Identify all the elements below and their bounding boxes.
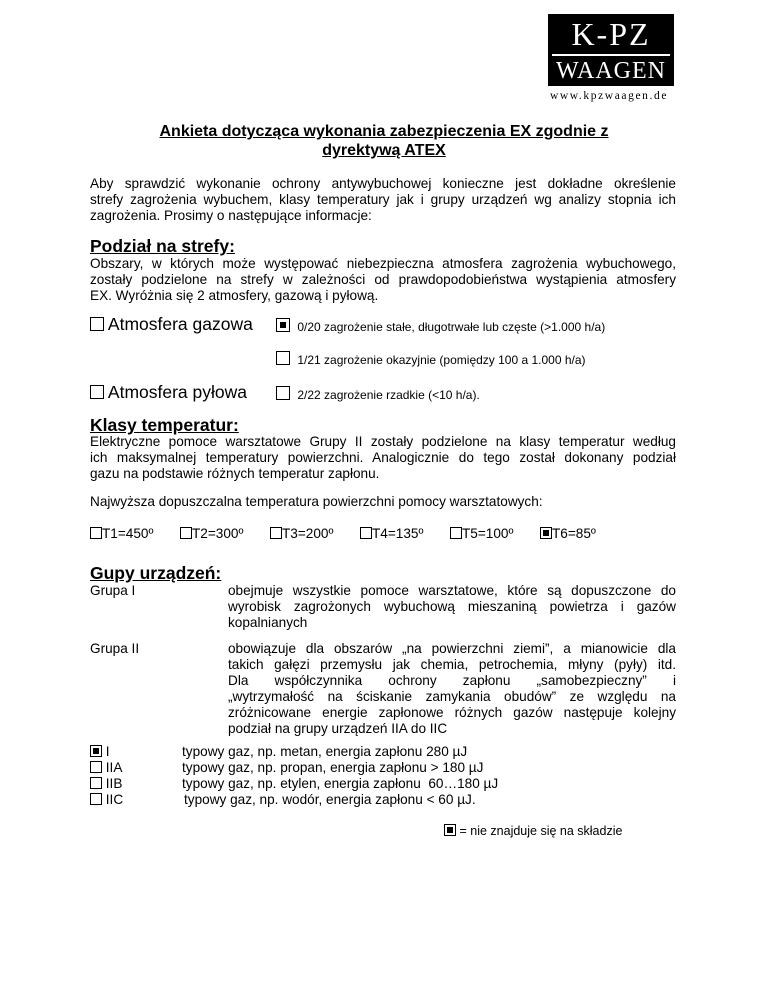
- group-2-line: takich gałęzi przemysłu jak chemia, petrochemia, młyny (pyły) itd.: [228, 657, 676, 672]
- t6-checkbox[interactable]: [540, 527, 552, 539]
- atmosphere-gas-checkbox[interactable]: [90, 317, 104, 331]
- temp-class-t1[interactable]: [90, 526, 153, 542]
- group-2-line: „wytrzymałość na ściskanie zamykania obudów” ze względu na: [228, 689, 676, 704]
- subgroup-iia-checkbox[interactable]: [90, 761, 102, 773]
- logo-website: www.kpzwaagen.de: [549, 90, 669, 102]
- subgroup-iib-description: typowy gaz, np. etylen, energia zapłonu 60…180 µJ: [182, 776, 499, 791]
- subgroup-iib-code: IIB: [105, 776, 123, 791]
- temperature-heading: Klasy temperatur:: [90, 415, 239, 435]
- subgroup-i-code: I: [105, 744, 110, 759]
- subgroup-iic-code: IIC: [105, 792, 124, 807]
- temperature-text-line: Elektryczne pomoce warsztatowe Grupy II zostały podzielone na klasy temperatur według: [90, 434, 676, 449]
- company-logo: [548, 14, 674, 86]
- atmosphere-gas-option[interactable]: [90, 314, 253, 334]
- group-2-name: Grupa II: [90, 641, 140, 656]
- zone-1-21-option[interactable]: [276, 351, 586, 367]
- t1-checkbox[interactable]: [90, 527, 102, 539]
- zone-2-22-option[interactable]: [276, 386, 480, 402]
- intro-line: strefy zagrożenia wybuchem, klasy temperatury jak i grupy urządzeń wg analizy stopnia ich: [90, 192, 676, 207]
- zones-text-line: zostały podzielone na strefy w zależności od prawdopodobieństwa wystąpienia atmosfery: [90, 272, 676, 287]
- t5-label: T5=100º: [462, 526, 514, 541]
- group-1-line: obejmuje wszystkie pomoce warsztatowe, które są dopuszczone do: [228, 583, 676, 598]
- group-2-line: podział na grupy urządzeń IIA do IIC: [228, 721, 448, 736]
- groups-heading: Gupy urządzeń:: [90, 563, 222, 583]
- group-1-line: kopalnianych: [228, 615, 308, 630]
- temp-class-t5[interactable]: [450, 526, 513, 542]
- t3-label: T3=200º: [282, 526, 334, 541]
- subgroup-i-checkbox[interactable]: [90, 745, 102, 757]
- max-temperature-label: Najwyższa dopuszczalna temperatura powierzchni pomocy warsztatowych:: [90, 494, 543, 509]
- zone-0-20-option[interactable]: [276, 318, 605, 334]
- subgroup-iia-option[interactable]: [90, 760, 122, 776]
- subgroup-i-option[interactable]: [90, 744, 110, 760]
- title-line-1: Ankieta dotycząca wykonania zabezpieczenia EX zgodnie z: [159, 123, 609, 140]
- zone-1-21-checkbox[interactable]: [276, 351, 290, 365]
- temperature-text-line: ich maksymalnej temperatury powierzchni. Analogicznie do tego został dokonany podział: [90, 450, 676, 465]
- checkbox-legend: [444, 823, 622, 839]
- subgroup-iia-description: typowy gaz, np. propan, energia zapłonu > 180 µJ: [182, 760, 484, 775]
- atmosphere-dust-option[interactable]: [90, 382, 247, 402]
- zone-2-22-label: 2/22 zagrożenie rzadkie (<10 h/a).: [297, 388, 480, 402]
- t2-label: T2=300º: [192, 526, 244, 541]
- zone-2-22-checkbox[interactable]: [276, 386, 290, 400]
- zones-text-line: EX. Wyróżnia się 2 atmosfery, gazową i pyłową.: [90, 288, 379, 303]
- legend-text: = nie znajduje się na składzie: [459, 824, 623, 838]
- intro-line: Aby sprawdzić wykonanie ochrony antywybuchowej konieczne jest dokładne określenie: [90, 176, 676, 191]
- t4-checkbox[interactable]: [360, 527, 372, 539]
- group-1-description: [228, 583, 676, 631]
- subgroup-i-description: typowy gaz, np. metan, energia zapłonu 280 µJ: [182, 744, 468, 759]
- group-2-line: Dla współczynnika ochrony zapłonu „samobezpieczny” i: [228, 673, 676, 688]
- intro-line: zagrożenia. Prosimy o następujące informacje:: [90, 208, 372, 223]
- temp-class-t6[interactable]: [540, 526, 596, 542]
- atmosphere-dust-checkbox[interactable]: [90, 385, 104, 399]
- temp-class-t2[interactable]: [180, 526, 243, 542]
- temp-class-t4[interactable]: [360, 526, 423, 542]
- group-2-description: [228, 641, 676, 737]
- logo-text-top: K-PZ: [571, 16, 651, 52]
- title-line-2: dyrektywą ATEX: [322, 142, 446, 159]
- t5-checkbox[interactable]: [450, 527, 462, 539]
- intro-paragraph: [90, 176, 676, 224]
- group-2-line: zróżnicowane energie zapłonowe różnych gazów następuje kolejny: [228, 705, 676, 720]
- group-1-name: Grupa I: [90, 583, 136, 598]
- subgroup-iib-checkbox[interactable]: [90, 777, 102, 789]
- zones-text-line: Obszary, w których może występować niebezpieczna atmosfera zagrożenia wybuchowego,: [90, 256, 676, 271]
- temperature-text-line: gazu na podstawie różnych temperatur zapłonu.: [90, 466, 380, 481]
- subgroup-iic-checkbox[interactable]: [90, 793, 102, 805]
- zone-1-21-label: 1/21 zagrożenie okazyjnie (pomiędzy 100 a 1.000 h/a): [297, 353, 586, 367]
- subgroup-iic-description: typowy gaz, np. wodór, energia zapłonu < 60 µJ.: [184, 792, 476, 807]
- t6-label: T6=85º: [552, 526, 596, 541]
- atmosphere-gas-label: Atmosfera gazowa: [107, 314, 253, 334]
- subgroup-iib-option[interactable]: [90, 776, 122, 792]
- legend-checkbox-icon: [444, 824, 456, 836]
- logo-text-bottom: WAAGEN: [556, 58, 666, 84]
- temp-class-t3[interactable]: [270, 526, 333, 542]
- temperature-paragraph: [90, 434, 676, 482]
- subgroup-iia-code: IIA: [105, 760, 123, 775]
- logo-divider: [552, 54, 670, 56]
- t3-checkbox[interactable]: [270, 527, 282, 539]
- zone-0-20-checkbox[interactable]: [276, 318, 290, 332]
- atmosphere-dust-label: Atmosfera pyłowa: [107, 382, 247, 402]
- group-2-line: obowiązuje dla obszarów „na powierzchni ziemi”, a mianowicie dla: [228, 641, 676, 656]
- t1-label: T1=450º: [102, 526, 154, 541]
- t4-label: T4=135º: [372, 526, 424, 541]
- zone-0-20-label: 0/20 zagrożenie stałe, długotrwałe lub częste (>1.000 h/a): [297, 320, 606, 334]
- zones-heading: Podział na strefy:: [90, 236, 235, 256]
- t2-checkbox[interactable]: [180, 527, 192, 539]
- group-1-line: wyrobisk zagrożonych wybuchową mieszaniną powietrza i gazów: [228, 599, 676, 614]
- page-title: [100, 122, 668, 160]
- zones-paragraph: [90, 256, 676, 304]
- subgroup-iic-option[interactable]: [90, 792, 123, 808]
